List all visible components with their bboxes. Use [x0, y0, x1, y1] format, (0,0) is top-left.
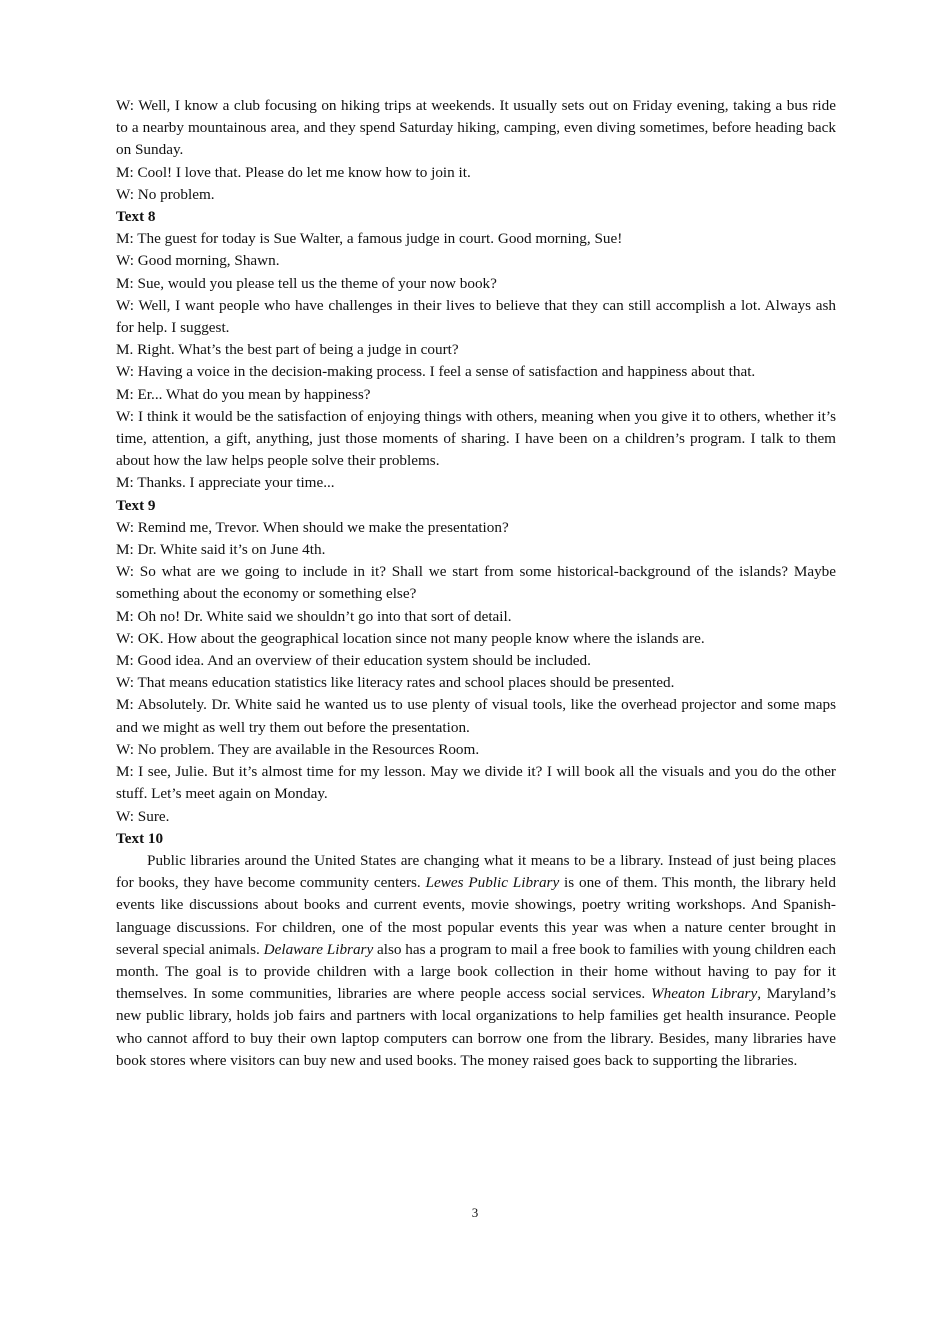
- library-name: Delaware Library: [263, 940, 374, 958]
- text8-line: W: Good morning, Shawn.: [116, 252, 280, 270]
- text9-line: W: Sure.: [116, 807, 170, 825]
- text9-line: M: Dr. White said it’s on June 4th.: [116, 541, 326, 559]
- text10-heading: Text 10: [116, 829, 164, 847]
- text9-line: M: Oh no! Dr. White said we shouldn’t go into that sort of detail.: [116, 607, 512, 625]
- text8-line: W: I think it would be the satisfaction of enjoying things with others, meaning when you give it to others, whether it’s time, attention, a gift, anything, just those moments of sharing. I have been on a children’s program. I talk to them about how the law helps people solve their problems.: [116, 407, 836, 470]
- text8-line: M: Er... What do you mean by happiness?: [116, 385, 371, 403]
- library-name: Lewes Public Library: [425, 874, 560, 892]
- paragraph-text: Public libraries around the United States are changing what it means to be a library. Instead of just being places for books, they have become community centers.: [116, 851, 836, 892]
- text10-paragraph: [116, 850, 836, 1072]
- text9-line: W: So what are we going to include in it? Shall we start from some historical-background of the islands? Maybe something about the economy or something else?: [116, 563, 836, 603]
- text9-line: M: Good idea. And an overview of their education system should be included.: [116, 652, 591, 670]
- paragraph-text: , Maryland’s new public library, holds job fairs and partners with local organizations to help families get health insurance. People who cannot afford to buy their own laptop computers can borrow one from the library. Besides, many libraries have book stores where visitors can buy new and used books. The money raised goes back to supporting the libraries.: [116, 985, 836, 1069]
- text9-line: M: I see, Julie. But it’s almost time for my lesson. May we divide it? I will book all the visuals and you do the other stuff. Let’s meet again on Monday.: [116, 763, 836, 803]
- text8-line: M: Sue, would you please tell us the theme of your now book?: [116, 274, 497, 292]
- text9-line: W: That means education statistics like literacy rates and school places should be presented.: [116, 674, 675, 692]
- text8-heading: Text 8: [116, 208, 156, 226]
- text9-line: W: Remind me, Trevor. When should we make the presentation?: [116, 518, 509, 536]
- text8-line: W: Having a voice in the decision-making process. I feel a sense of satisfaction and happiness about that.: [116, 363, 756, 381]
- library-name: Wheaton Library: [650, 985, 758, 1003]
- text9-line: W: OK. How about the geographical location since not many people know where the islands are.: [116, 629, 705, 647]
- text9-line: M: Absolutely. Dr. White said he wanted us to use plenty of visual tools, like the overhead projector and some maps and we might as well try them out before the presentation.: [116, 696, 836, 736]
- text8-line: W: Well, I want people who have challenges in their lives to believe that they can still accomplish a lot. Always ash for help. I suggest.: [116, 296, 836, 337]
- text7-line: W: No problem.: [116, 185, 215, 203]
- text8-line: M. Right. What’s the best part of being a judge in court?: [116, 341, 459, 359]
- document-page: [116, 95, 836, 1072]
- text9-line: W: No problem. They are available in the Resources Room.: [116, 740, 480, 758]
- text9-heading: Text 9: [116, 496, 156, 514]
- paragraph-text: is one of them. This month, the library held events like discussions about books and current events, movie showings, poetry writing workshops. And Spanish-language discussions. For children, one of the most popular events this year was when a nature center brought in several special animals.: [116, 874, 836, 958]
- text7-line: M: Cool! I love that. Please do let me know how to join it.: [116, 163, 471, 181]
- page-number: 3: [471, 1205, 479, 1220]
- text8-line: M: The guest for today is Sue Walter, a famous judge in court. Good morning, Sue!: [116, 230, 623, 248]
- text8-line: M: Thanks. I appreciate your time...: [116, 474, 335, 492]
- text7-line: W: Well, I know a club focusing on hiking trips at weekends. It usually sets out on Friday evening, taking a bus ride to a nearby mountainous area, and they spend Saturday hiking, camping, even diving sometimes, before heading back on Sunday.: [116, 97, 836, 159]
- paragraph-text: also has a program to mail a free book to families with young children each month. The goal is to provide children with a large book collection in their home without having to pay for it themselves. In some communities, libraries are where people access social services.: [116, 940, 837, 1003]
